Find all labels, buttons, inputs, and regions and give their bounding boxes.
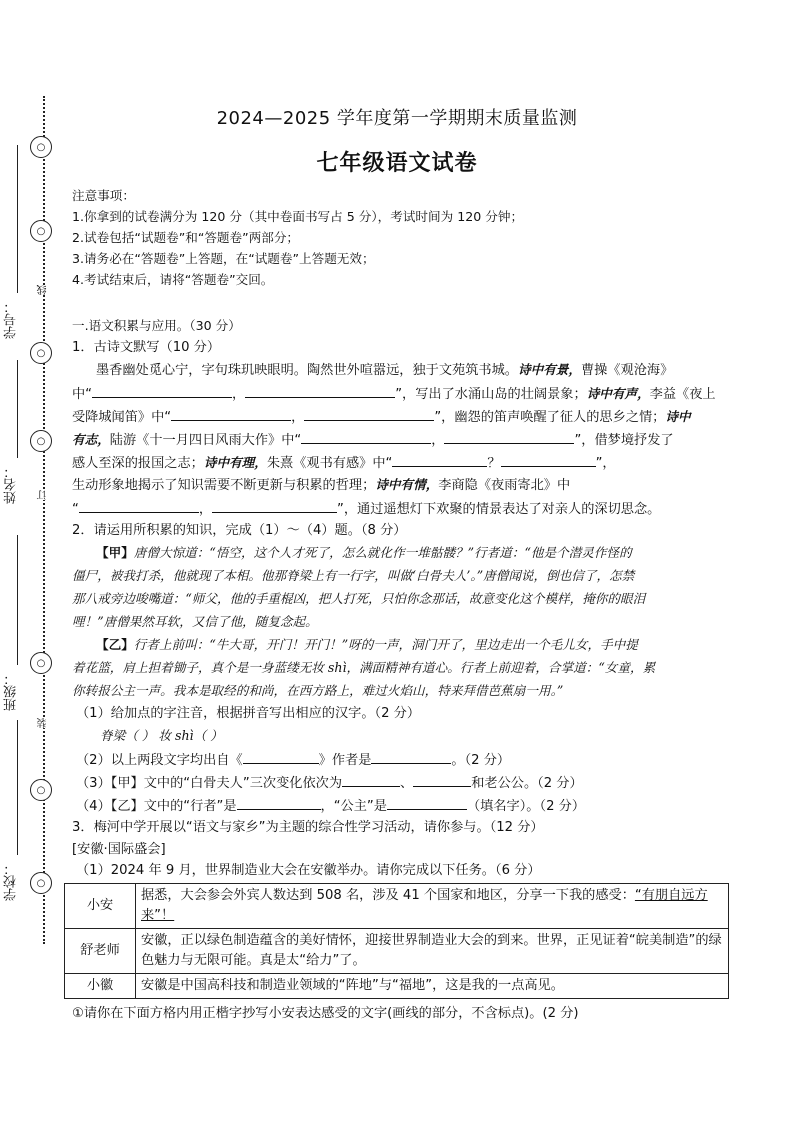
binding-hole-icon: ○ xyxy=(30,220,52,242)
answer-blank[interactable] xyxy=(79,498,199,513)
question-1-title: 1．古诗文默写（10 分） xyxy=(72,340,221,355)
speaker-text xyxy=(136,884,729,929)
q2-text: 和老公公。（2 分） xyxy=(471,776,583,791)
binding-hole-icon: ○ xyxy=(30,779,52,801)
q1-text: ”，幽怨的笛声唤醒了征人的思乡之情； xyxy=(434,410,666,425)
q2-text: （2）以上两段文字均出自《 xyxy=(76,753,243,768)
q1-text: ， xyxy=(431,433,445,448)
passage-text: 行者上前叫：“牛大哥，开门！开门！”呀的一声，洞门开了，里边走出一个毛儿女，手中提 xyxy=(133,637,638,652)
notice-item: 3.请务必在“答题卷”上答题，在“试题卷”上答题无效； xyxy=(72,251,375,266)
passage-text: 唐僧大惊道：“悟空，这个人才死了，怎么就化作一堆骷髅？”行者道：“他是个潜灵作怪的 xyxy=(133,545,632,560)
answer-blank[interactable] xyxy=(245,383,395,398)
q1-text: 朱熹《观书有感》中“ xyxy=(266,456,393,471)
answer-blank[interactable] xyxy=(387,795,467,810)
answer-blank[interactable] xyxy=(243,749,319,764)
q1-hint: 诗中 xyxy=(665,409,691,424)
q1-text: 李商隐《夜雨寄北》中 xyxy=(438,478,571,493)
q1-text: 墨香幽处觅心宁，字句珠玑映眼明。陶然世外喧嚣远，独于文苑筑书城。 xyxy=(96,363,518,378)
q1-hint: 诗中有景， xyxy=(518,362,581,377)
answer-blank[interactable] xyxy=(212,498,337,513)
passage-yi-line xyxy=(96,635,756,655)
answer-blank[interactable] xyxy=(304,406,434,421)
q1-text: 曹操《观沧海》 xyxy=(580,363,674,378)
passage-yi-line: 你转报公主一声。我本是取经的和尚，在西方路上，难过火焰山，特来拜借芭蕉扇一用。” xyxy=(72,683,564,698)
binding-hole-icon: ○ xyxy=(30,872,52,894)
answer-blank[interactable] xyxy=(301,429,431,444)
binding-hole-icon: ○ xyxy=(30,136,52,158)
q2-sub-4 xyxy=(76,795,736,817)
speaker-text: 安徽，正以绿色制造蕴含的美好情怀，迎接世界制造业大会的到来。世界，正见证着“皖美制造”的绿色魅力与无限可能。真是太“给力”了。 xyxy=(136,929,729,974)
q2-sub-2 xyxy=(76,749,736,771)
dialogue-table xyxy=(64,883,729,999)
q3-topic: [安徽·国际盛会] xyxy=(72,842,166,857)
table-row xyxy=(65,929,729,974)
binding-hole-icon: ○ xyxy=(30,652,52,674)
school-label: 学校： xyxy=(4,862,19,901)
q1-line-1 xyxy=(96,360,756,381)
binding-mark-line: 线 xyxy=(38,285,49,295)
name-label: 姓名： xyxy=(4,465,19,504)
q1-line-5 xyxy=(72,452,732,474)
exam-title: 2024—2025 学年度第一学期期末质量监测 xyxy=(216,108,578,129)
answer-blank[interactable] xyxy=(371,749,451,764)
binding-mark-staple: 订 xyxy=(38,490,49,500)
q1-text: ？ xyxy=(487,456,501,471)
binding-hole-icon: ○ xyxy=(30,430,52,452)
q3-task-1: ①请你在下面方格内用正楷字抄写小安表达感受的文字(画线的部分，不含标点)。(2 分) xyxy=(72,1006,579,1021)
answer-blank[interactable] xyxy=(171,406,291,421)
class-label: 班级： xyxy=(4,672,19,711)
table-row xyxy=(65,974,729,999)
passage-yi-line: 着花篮，肩上担着锄子，真个是一身蓝缕无妆 shì，满面精神有道心。行者上前迎着，合掌道：“女童，累 xyxy=(72,660,656,675)
q1-hint: 诗中有理， xyxy=(203,455,267,470)
binding-hole-icon: ○ xyxy=(30,342,52,364)
answer-blank[interactable] xyxy=(444,429,574,444)
binding-mark-seal: 装 xyxy=(38,718,49,728)
question-2-title: 2．请运用所积累的知识，完成（1）～（4）题。（8 分） xyxy=(72,523,407,538)
q2-text: （3）【甲】文中的“白骨夫人”三次变化依次为 xyxy=(76,776,343,791)
answer-blank[interactable] xyxy=(342,772,400,787)
passage-jia-line: 那八戒旁边唆嘴道：“师父，他的手重棍凶，把人打死，只怕你念那话，故意变化这个模样，掩你的眼泪 xyxy=(72,591,646,606)
class-field[interactable] xyxy=(17,535,18,665)
q1-text: 感人至深的报国之志； xyxy=(72,456,204,471)
q1-line-6 xyxy=(72,475,732,496)
q2-text: （4）【乙】文中的“行者”是 xyxy=(76,799,237,814)
section-heading: 一.语文积累与应用。（30 分） xyxy=(72,318,241,333)
notice-heading: 注意事项： xyxy=(72,188,135,203)
speaker-name: 舒老师 xyxy=(65,929,136,974)
q2-text: 。（2 分） xyxy=(451,753,511,768)
q2-sub-3 xyxy=(76,772,736,794)
row-text: 据悉，大会参会外宾人数达到 508 名，涉及 41 个国家和地区，分享一下我的感受： xyxy=(141,888,635,903)
notice-item: 4.考试结束后，请将“答题卷”交回。 xyxy=(72,272,274,287)
q1-hint: 有志， xyxy=(72,432,110,447)
passage-jia-line: 僵尸，被我打杀，他就现了本相。他那脊梁上有一行字，叫做‘白骨夫人’。”唐僧闻说，倒也信了，怎禁 xyxy=(72,568,635,583)
answer-blank[interactable] xyxy=(237,795,321,810)
name-field[interactable] xyxy=(17,360,18,458)
q2-sub-1: （1）给加点的字注音，根据拼音写出相应的汉字。（2 分） xyxy=(76,706,421,721)
q1-hint: 诗中有声， xyxy=(586,386,650,401)
student-id-label: 学号： xyxy=(4,300,19,339)
q2-sub-1-answers[interactable]: 脊梁（ ） 妆 shì（ ） xyxy=(100,728,223,743)
q2-text: 、 xyxy=(400,776,414,791)
speaker-text: 安徽是中国高科技和制造业领域的“阵地”与“福地”，这是我的一点高见。 xyxy=(136,974,729,999)
notice-item: 1.你拿到的试卷满分为 120 分（其中卷面书写占 5 分），考试时间为 120 分钟； xyxy=(72,209,524,224)
notice-item: 2.试卷包括“试题卷”和“答题卷”两部分； xyxy=(72,230,300,245)
table-row xyxy=(65,884,729,929)
passage-jia-line xyxy=(96,543,756,563)
question-3-title: 3．梅河中学开展以“语文与家乡”为主题的综合性学习活动，请你参与。（12 分） xyxy=(72,820,544,835)
q1-text: ”， xyxy=(595,456,616,471)
q2-text: ，“公主”是 xyxy=(320,799,387,814)
q1-text: 中“ xyxy=(72,387,93,402)
q1-text: ”，借梦境抒发了 xyxy=(574,433,674,448)
q1-line-3 xyxy=(72,406,732,428)
q1-text: 受降城闻笛》中“ xyxy=(72,410,172,425)
exam-subtitle: 七年级语文试卷 xyxy=(316,151,478,176)
answer-blank[interactable] xyxy=(392,452,487,467)
passage-yi-label: 【乙】 xyxy=(96,637,134,652)
q2-text: 》作者是 xyxy=(318,753,372,768)
answer-blank[interactable] xyxy=(413,772,471,787)
q1-line-2 xyxy=(72,383,732,405)
q1-text: 生动形象地揭示了知识需要不断更新与积累的哲理； xyxy=(72,478,376,493)
q1-line-7 xyxy=(72,498,732,520)
speaker-name: 小徽 xyxy=(65,974,136,999)
answer-blank[interactable] xyxy=(92,383,232,398)
answer-blank[interactable] xyxy=(501,452,596,467)
q2-text: （填名字）。（2 分） xyxy=(466,799,586,814)
speaker-name: 小安 xyxy=(65,884,136,929)
q1-line-4 xyxy=(72,429,732,451)
school-field[interactable] xyxy=(17,720,18,855)
q1-text: ， xyxy=(232,387,246,402)
q1-text: “ xyxy=(72,502,79,517)
q1-text: 李益《夜上 xyxy=(649,387,716,402)
underlined-text: “有朋自远方来”！ xyxy=(141,888,708,923)
q1-text: ”，通过遥想灯下欢聚的情景表达了对亲人的深切思念。 xyxy=(337,502,661,517)
q1-text: ， xyxy=(198,502,213,517)
q1-text: ”，写出了水涌山岛的壮阔景象； xyxy=(395,387,587,402)
passage-jia-line: 哩！”唐僧果然耳软，又信了他，随复念起。 xyxy=(72,614,318,629)
q3-sub-1: （1）2024 年 9 月，世界制造业大会在安徽举办。请你完成以下任务。（6 分） xyxy=(76,863,541,878)
q1-text: 陆游《十一月四日风雨大作》中“ xyxy=(109,433,302,448)
passage-jia-label: 【甲】 xyxy=(96,545,134,560)
q1-text: ， xyxy=(291,410,305,425)
q1-hint: 诗中有情， xyxy=(375,477,439,492)
